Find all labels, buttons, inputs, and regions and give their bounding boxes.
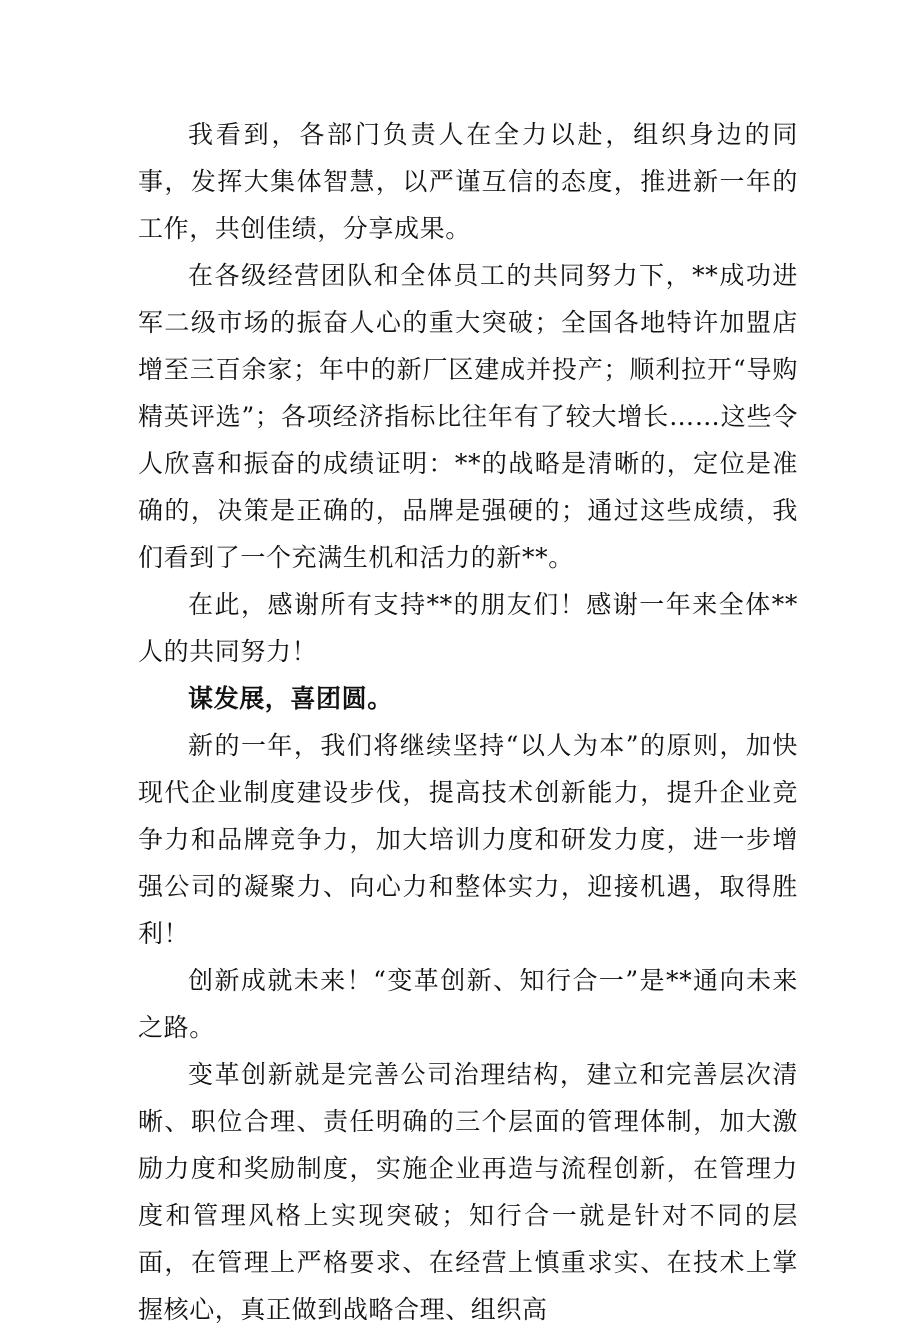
paragraph-achievements: 在各级经营团队和全体员工的共同努力下，**成功进军二级市场的振奋人心的重大突破；全国各地特许加盟店增至三百余家；年中的新厂区建成并投产；顺利拉开“导购精英评选”；各项经济指标比往年有了较大增长……这些令人欣喜和振奋的成绩证明：**的战略是清晰的，定位是准确的，决策是正确的，品牌是强硬的；通过这些成绩，我们看到了一个充满生机和活力的新**。 <box>138 261 798 572</box>
paragraph-department-heads: 我看到，各部门负责人在全力以赴，组织身边的同事，发挥大集体智慧，以严谨互信的态度，推进新一年的工作，共创佳绩，分享成果。 <box>138 120 798 243</box>
document-body <box>138 111 798 1333</box>
section-heading: 谋发展，喜团圆。 <box>188 684 393 713</box>
paragraph-reform-detail: 变革创新就是完善公司治理结构，建立和完善层次清晰、职位合理、责任明确的三个层面的管理体制，加大激励力度和奖励制度，实施企业再造与流程创新，在管理力度和管理风格上实现突破；知行合一就是针对不同的层面，在管理上严格要求、在经营上慎重求实、在技术上掌握核心，真正做到战略合理、组织高 <box>138 1060 798 1324</box>
paragraph-thanks: 在此，感谢所有支持**的朋友们！感谢一年来全体**人的共同努力！ <box>138 590 798 666</box>
paragraph-innovation: 创新成就未来！“变革创新、知行合一”是**通向未来之路。 <box>138 966 798 1042</box>
paragraph-new-year-plan: 新的一年，我们将继续坚持“以人为本”的原则，加快现代企业制度建设步伐，提高技术创新能力，提升企业竞争力和品牌竞争力，加大培训力度和研发力度，进一步增强公司的凝聚力、向心力和整体实力，迎接机遇，取得胜利！ <box>138 731 798 948</box>
